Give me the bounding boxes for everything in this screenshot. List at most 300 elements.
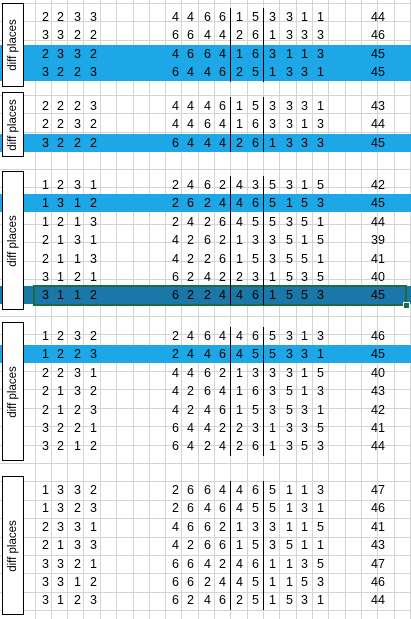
cell[interactable]: 6 bbox=[187, 575, 194, 589]
table-row[interactable] bbox=[0, 382, 411, 400]
cell[interactable]: 1 bbox=[301, 384, 308, 398]
cell[interactable]: 3 bbox=[301, 501, 308, 515]
cell[interactable]: 6 bbox=[204, 178, 211, 192]
table-row[interactable] bbox=[0, 573, 411, 591]
cell[interactable]: 2 bbox=[236, 65, 243, 79]
cell[interactable]: 4 bbox=[187, 347, 194, 361]
table-row[interactable] bbox=[0, 8, 411, 26]
cell[interactable]: 4 bbox=[187, 178, 194, 192]
cell[interactable]: 4 bbox=[172, 538, 179, 552]
cell[interactable]: 1 bbox=[57, 593, 64, 607]
cell[interactable]: 6 bbox=[219, 252, 226, 266]
cell[interactable]: 3 bbox=[42, 557, 49, 571]
cell[interactable]: 3 bbox=[286, 366, 293, 380]
cell[interactable]: 3 bbox=[317, 47, 324, 61]
cell[interactable]: 6 bbox=[172, 136, 179, 150]
cell[interactable]: 2 bbox=[74, 99, 81, 113]
cell[interactable]: 6 bbox=[252, 557, 259, 571]
cell[interactable]: 4 bbox=[219, 483, 226, 497]
cell[interactable]: 3 bbox=[90, 501, 97, 515]
table-row[interactable] bbox=[0, 268, 411, 286]
cell[interactable]: 3 bbox=[269, 366, 276, 380]
cell[interactable]: 3 bbox=[286, 347, 293, 361]
cell[interactable]: 3 bbox=[42, 28, 49, 42]
cell[interactable]: 4 bbox=[204, 557, 211, 571]
cell[interactable]: 2 bbox=[90, 136, 97, 150]
cell[interactable]: 4 bbox=[204, 593, 211, 607]
cell[interactable]: 6 bbox=[219, 593, 226, 607]
cell[interactable]: 3 bbox=[286, 136, 293, 150]
cell[interactable]: 5 bbox=[286, 288, 293, 302]
cell[interactable]: 4 bbox=[219, 47, 226, 61]
cell[interactable]: 2 bbox=[57, 439, 64, 453]
cell[interactable]: 3 bbox=[286, 65, 293, 79]
cell[interactable]: 3 bbox=[269, 538, 276, 552]
cell[interactable]: 4 bbox=[236, 196, 243, 210]
cell[interactable]: 3 bbox=[286, 28, 293, 42]
score-cell[interactable]: 42 bbox=[371, 178, 385, 192]
cell[interactable]: 5 bbox=[269, 215, 276, 229]
cell[interactable]: 2 bbox=[57, 65, 64, 79]
cell[interactable]: 3 bbox=[252, 366, 259, 380]
cell[interactable]: 1 bbox=[301, 178, 308, 192]
cell[interactable]: 2 bbox=[57, 10, 64, 24]
cell[interactable]: 3 bbox=[74, 483, 81, 497]
cell[interactable]: 3 bbox=[286, 117, 293, 131]
cell[interactable]: 2 bbox=[90, 28, 97, 42]
cell[interactable]: 5 bbox=[252, 538, 259, 552]
cell[interactable]: 2 bbox=[219, 366, 226, 380]
cell[interactable]: 2 bbox=[236, 28, 243, 42]
cell[interactable]: 5 bbox=[269, 483, 276, 497]
cell[interactable]: 2 bbox=[74, 593, 81, 607]
cell[interactable]: 3 bbox=[57, 575, 64, 589]
table-row[interactable] bbox=[0, 213, 411, 231]
cell[interactable]: 1 bbox=[269, 575, 276, 589]
cell[interactable]: 1 bbox=[74, 575, 81, 589]
cell[interactable]: 4 bbox=[172, 366, 179, 380]
cell[interactable]: 3 bbox=[317, 329, 324, 343]
cell[interactable]: 3 bbox=[252, 270, 259, 284]
cell[interactable]: 3 bbox=[42, 65, 49, 79]
cell[interactable]: 3 bbox=[90, 65, 97, 79]
table-row[interactable] bbox=[0, 419, 411, 437]
cell[interactable]: 6 bbox=[204, 233, 211, 247]
cell[interactable]: 2 bbox=[172, 329, 179, 343]
cell[interactable]: 2 bbox=[74, 270, 81, 284]
cell[interactable]: 4 bbox=[219, 196, 226, 210]
cell[interactable]: 1 bbox=[301, 483, 308, 497]
cell[interactable]: 4 bbox=[187, 117, 194, 131]
cell[interactable]: 1 bbox=[90, 270, 97, 284]
cell[interactable]: 6 bbox=[252, 196, 259, 210]
cell[interactable]: 1 bbox=[236, 520, 243, 534]
cell[interactable]: 6 bbox=[204, 329, 211, 343]
cell[interactable]: 1 bbox=[286, 196, 293, 210]
cell[interactable]: 3 bbox=[90, 252, 97, 266]
fill-handle[interactable] bbox=[403, 302, 410, 309]
cell[interactable]: 5 bbox=[252, 215, 259, 229]
cell[interactable]: 6 bbox=[252, 28, 259, 42]
cell[interactable]: 1 bbox=[317, 501, 324, 515]
cell[interactable]: 4 bbox=[172, 252, 179, 266]
cell[interactable]: 2 bbox=[219, 233, 226, 247]
cell[interactable]: 2 bbox=[204, 215, 211, 229]
cell[interactable]: 2 bbox=[187, 384, 194, 398]
cell[interactable]: 1 bbox=[317, 538, 324, 552]
cell[interactable]: 5 bbox=[286, 252, 293, 266]
cell[interactable]: 1 bbox=[90, 520, 97, 534]
cell[interactable]: 1 bbox=[317, 99, 324, 113]
cell[interactable]: 6 bbox=[204, 10, 211, 24]
table-row[interactable] bbox=[0, 481, 411, 499]
cell[interactable]: 2 bbox=[90, 117, 97, 131]
cell[interactable]: 1 bbox=[74, 288, 81, 302]
cell[interactable]: 4 bbox=[204, 28, 211, 42]
cell[interactable]: 1 bbox=[286, 557, 293, 571]
cell[interactable]: 2 bbox=[172, 483, 179, 497]
cell[interactable]: 1 bbox=[90, 178, 97, 192]
cell[interactable]: 4 bbox=[219, 288, 226, 302]
cell[interactable]: 3 bbox=[57, 196, 64, 210]
cell[interactable]: 2 bbox=[219, 178, 226, 192]
cell[interactable]: 5 bbox=[317, 557, 324, 571]
cell[interactable]: 6 bbox=[252, 288, 259, 302]
cell[interactable]: 6 bbox=[219, 215, 226, 229]
cell[interactable]: 5 bbox=[252, 593, 259, 607]
cell[interactable]: 6 bbox=[219, 501, 226, 515]
cell[interactable]: 5 bbox=[269, 501, 276, 515]
table-row[interactable] bbox=[0, 518, 411, 536]
cell[interactable]: 1 bbox=[286, 47, 293, 61]
cell[interactable]: 6 bbox=[219, 347, 226, 361]
cell[interactable]: 3 bbox=[252, 178, 259, 192]
cell[interactable]: 4 bbox=[187, 366, 194, 380]
cell[interactable]: 3 bbox=[317, 196, 324, 210]
cell[interactable]: 2 bbox=[219, 270, 226, 284]
cell[interactable]: 1 bbox=[57, 288, 64, 302]
score-cell[interactable]: 39 bbox=[371, 233, 385, 247]
cell[interactable]: 2 bbox=[42, 384, 49, 398]
cell[interactable]: 6 bbox=[252, 136, 259, 150]
cell[interactable]: 2 bbox=[219, 557, 226, 571]
cell[interactable]: 1 bbox=[286, 520, 293, 534]
cell[interactable]: 5 bbox=[286, 270, 293, 284]
cell[interactable]: 3 bbox=[286, 439, 293, 453]
cell[interactable]: 1 bbox=[236, 233, 243, 247]
cell[interactable]: 5 bbox=[301, 215, 308, 229]
score-cell[interactable]: 42 bbox=[371, 403, 385, 417]
cell[interactable]: 2 bbox=[90, 288, 97, 302]
cell[interactable]: 1 bbox=[57, 538, 64, 552]
cell[interactable]: 2 bbox=[74, 421, 81, 435]
cell[interactable]: 3 bbox=[74, 178, 81, 192]
cell[interactable]: 3 bbox=[57, 501, 64, 515]
score-cell[interactable]: 41 bbox=[371, 421, 385, 435]
cell[interactable]: 5 bbox=[269, 178, 276, 192]
score-cell[interactable]: 45 bbox=[371, 196, 385, 210]
cell[interactable]: 1 bbox=[269, 270, 276, 284]
cell[interactable]: 6 bbox=[187, 28, 194, 42]
cell[interactable]: 2 bbox=[74, 136, 81, 150]
cell[interactable]: 1 bbox=[90, 421, 97, 435]
score-cell[interactable]: 44 bbox=[371, 593, 385, 607]
cell[interactable]: 1 bbox=[301, 47, 308, 61]
cell[interactable]: 3 bbox=[301, 421, 308, 435]
cell[interactable]: 1 bbox=[74, 252, 81, 266]
cell[interactable]: 4 bbox=[219, 439, 226, 453]
cell[interactable]: 3 bbox=[301, 99, 308, 113]
cell[interactable]: 1 bbox=[42, 347, 49, 361]
cell[interactable]: 2 bbox=[172, 347, 179, 361]
cell[interactable]: 1 bbox=[42, 329, 49, 343]
cell[interactable]: 1 bbox=[301, 10, 308, 24]
cell[interactable]: 3 bbox=[286, 329, 293, 343]
table-row[interactable] bbox=[0, 63, 411, 81]
cell[interactable]: 1 bbox=[57, 270, 64, 284]
cell[interactable]: 1 bbox=[236, 384, 243, 398]
cell[interactable]: 4 bbox=[172, 403, 179, 417]
cell[interactable]: 3 bbox=[301, 593, 308, 607]
cell[interactable]: 2 bbox=[204, 288, 211, 302]
table-row[interactable] bbox=[0, 345, 411, 363]
table-row[interactable] bbox=[0, 401, 411, 419]
score-cell[interactable]: 45 bbox=[371, 47, 385, 61]
cell[interactable]: 5 bbox=[286, 593, 293, 607]
cell[interactable]: 2 bbox=[187, 288, 194, 302]
cell[interactable]: 4 bbox=[172, 117, 179, 131]
cell[interactable]: 3 bbox=[269, 99, 276, 113]
cell[interactable]: 1 bbox=[317, 347, 324, 361]
cell[interactable]: 4 bbox=[204, 65, 211, 79]
cell[interactable]: 1 bbox=[57, 384, 64, 398]
score-cell[interactable]: 47 bbox=[371, 483, 385, 497]
cell[interactable]: 3 bbox=[42, 136, 49, 150]
cell[interactable]: 3 bbox=[269, 384, 276, 398]
cell[interactable]: 1 bbox=[286, 575, 293, 589]
cell[interactable]: 2 bbox=[57, 136, 64, 150]
cell[interactable]: 4 bbox=[236, 575, 243, 589]
cell[interactable]: 5 bbox=[317, 520, 324, 534]
table-row[interactable] bbox=[0, 134, 411, 152]
cell[interactable]: 4 bbox=[236, 483, 243, 497]
cell[interactable]: 1 bbox=[286, 483, 293, 497]
cell[interactable]: 3 bbox=[42, 270, 49, 284]
cell[interactable]: 3 bbox=[269, 403, 276, 417]
cell[interactable]: 3 bbox=[269, 252, 276, 266]
cell[interactable]: 3 bbox=[42, 288, 49, 302]
cell[interactable]: 5 bbox=[317, 421, 324, 435]
cell[interactable]: 3 bbox=[57, 483, 64, 497]
cell[interactable]: 1 bbox=[269, 439, 276, 453]
cell[interactable]: 2 bbox=[42, 10, 49, 24]
cell[interactable]: 3 bbox=[74, 47, 81, 61]
cell[interactable]: 1 bbox=[236, 117, 243, 131]
cell[interactable]: 3 bbox=[42, 421, 49, 435]
cell[interactable]: 1 bbox=[236, 47, 243, 61]
cell[interactable]: 3 bbox=[90, 403, 97, 417]
cell[interactable]: 5 bbox=[252, 403, 259, 417]
table-row[interactable] bbox=[0, 437, 411, 455]
cell[interactable]: 2 bbox=[74, 65, 81, 79]
cell[interactable]: 2 bbox=[42, 233, 49, 247]
cell[interactable]: 6 bbox=[204, 47, 211, 61]
cell[interactable]: 5 bbox=[301, 288, 308, 302]
score-cell[interactable]: 43 bbox=[371, 99, 385, 113]
cell[interactable]: 2 bbox=[42, 538, 49, 552]
cell[interactable]: 2 bbox=[90, 47, 97, 61]
cell[interactable]: 4 bbox=[172, 10, 179, 24]
cell[interactable]: 6 bbox=[204, 483, 211, 497]
cell[interactable]: 3 bbox=[301, 347, 308, 361]
cell[interactable]: 6 bbox=[252, 329, 259, 343]
cell[interactable]: 2 bbox=[42, 252, 49, 266]
cell[interactable]: 3 bbox=[317, 483, 324, 497]
table-row[interactable] bbox=[0, 591, 411, 609]
cell[interactable]: 4 bbox=[236, 557, 243, 571]
cell[interactable]: 3 bbox=[269, 233, 276, 247]
cell[interactable]: 2 bbox=[57, 347, 64, 361]
cell[interactable]: 3 bbox=[317, 439, 324, 453]
score-cell[interactable]: 43 bbox=[371, 384, 385, 398]
score-cell[interactable]: 46 bbox=[371, 501, 385, 515]
cell[interactable]: 6 bbox=[172, 421, 179, 435]
cell[interactable]: 6 bbox=[252, 47, 259, 61]
score-cell[interactable]: 40 bbox=[371, 366, 385, 380]
score-cell[interactable]: 45 bbox=[371, 136, 385, 150]
cell[interactable]: 6 bbox=[204, 520, 211, 534]
cell[interactable]: 5 bbox=[252, 347, 259, 361]
cell[interactable]: 3 bbox=[90, 10, 97, 24]
cell[interactable]: 2 bbox=[187, 593, 194, 607]
cell[interactable]: 3 bbox=[269, 10, 276, 24]
cell[interactable]: 4 bbox=[236, 288, 243, 302]
cell[interactable]: 6 bbox=[187, 557, 194, 571]
cell[interactable]: 4 bbox=[172, 47, 179, 61]
cell[interactable]: 3 bbox=[301, 557, 308, 571]
table-row[interactable] bbox=[0, 26, 411, 44]
cell[interactable]: 3 bbox=[42, 439, 49, 453]
cell[interactable]: 2 bbox=[204, 252, 211, 266]
table-row[interactable] bbox=[0, 45, 411, 63]
cell[interactable]: 2 bbox=[42, 47, 49, 61]
cell[interactable]: 6 bbox=[219, 99, 226, 113]
cell[interactable]: 5 bbox=[301, 575, 308, 589]
cell[interactable]: 4 bbox=[187, 421, 194, 435]
cell[interactable]: 1 bbox=[57, 252, 64, 266]
score-cell[interactable]: 46 bbox=[371, 28, 385, 42]
cell[interactable]: 6 bbox=[187, 520, 194, 534]
table-row[interactable] bbox=[0, 250, 411, 268]
cell[interactable]: 6 bbox=[172, 593, 179, 607]
score-cell[interactable]: 40 bbox=[371, 270, 385, 284]
cell[interactable]: 6 bbox=[172, 65, 179, 79]
cell[interactable]: 4 bbox=[219, 329, 226, 343]
cell[interactable]: 2 bbox=[236, 593, 243, 607]
cell[interactable]: 2 bbox=[42, 366, 49, 380]
cell[interactable]: 3 bbox=[286, 10, 293, 24]
cell[interactable]: 2 bbox=[172, 215, 179, 229]
cell[interactable]: 5 bbox=[317, 366, 324, 380]
cell[interactable]: 6 bbox=[172, 575, 179, 589]
cell[interactable]: 3 bbox=[74, 538, 81, 552]
cell[interactable]: 1 bbox=[57, 233, 64, 247]
cell[interactable]: 5 bbox=[269, 329, 276, 343]
cell[interactable]: 1 bbox=[269, 65, 276, 79]
cell[interactable]: 4 bbox=[219, 575, 226, 589]
cell[interactable]: 1 bbox=[236, 403, 243, 417]
cell[interactable]: 1 bbox=[269, 557, 276, 571]
cell[interactable]: 2 bbox=[90, 329, 97, 343]
cell[interactable]: 2 bbox=[42, 99, 49, 113]
score-cell[interactable]: 41 bbox=[371, 252, 385, 266]
cell[interactable]: 3 bbox=[252, 233, 259, 247]
cell[interactable]: 5 bbox=[252, 252, 259, 266]
table-row[interactable] bbox=[0, 499, 411, 517]
cell[interactable]: 3 bbox=[57, 28, 64, 42]
cell[interactable]: 4 bbox=[219, 384, 226, 398]
cell[interactable]: 1 bbox=[74, 439, 81, 453]
cell[interactable]: 2 bbox=[42, 403, 49, 417]
cell[interactable]: 1 bbox=[74, 196, 81, 210]
cell[interactable]: 5 bbox=[301, 439, 308, 453]
cell[interactable]: 1 bbox=[317, 593, 324, 607]
cell[interactable]: 1 bbox=[90, 366, 97, 380]
cell[interactable]: 1 bbox=[236, 538, 243, 552]
cell[interactable]: 5 bbox=[286, 538, 293, 552]
cell[interactable]: 1 bbox=[236, 99, 243, 113]
cell[interactable]: 6 bbox=[219, 65, 226, 79]
cell[interactable]: 2 bbox=[42, 117, 49, 131]
score-cell[interactable]: 45 bbox=[371, 347, 385, 361]
cell[interactable]: 2 bbox=[74, 403, 81, 417]
score-cell[interactable]: 41 bbox=[371, 520, 385, 534]
cell[interactable]: 5 bbox=[317, 178, 324, 192]
cell[interactable]: 3 bbox=[57, 557, 64, 571]
score-cell[interactable]: 46 bbox=[371, 575, 385, 589]
cell[interactable]: 6 bbox=[204, 538, 211, 552]
cell[interactable]: 3 bbox=[90, 347, 97, 361]
cell[interactable]: 5 bbox=[286, 403, 293, 417]
cell[interactable]: 3 bbox=[90, 538, 97, 552]
cell[interactable]: 2 bbox=[74, 501, 81, 515]
cell[interactable]: 4 bbox=[187, 329, 194, 343]
cell[interactable]: 2 bbox=[42, 520, 49, 534]
cell[interactable]: 4 bbox=[172, 233, 179, 247]
cell[interactable]: 6 bbox=[204, 117, 211, 131]
cell[interactable]: 5 bbox=[252, 99, 259, 113]
cell[interactable]: 4 bbox=[187, 65, 194, 79]
cell[interactable]: 6 bbox=[187, 47, 194, 61]
cell[interactable]: 4 bbox=[236, 215, 243, 229]
cell[interactable]: 2 bbox=[204, 439, 211, 453]
cell[interactable]: 1 bbox=[301, 117, 308, 131]
cell[interactable]: 2 bbox=[74, 557, 81, 571]
cell[interactable]: 3 bbox=[42, 593, 49, 607]
cell[interactable]: 3 bbox=[317, 384, 324, 398]
cell[interactable]: 1 bbox=[90, 233, 97, 247]
cell[interactable]: 6 bbox=[219, 538, 226, 552]
cell[interactable]: 4 bbox=[204, 347, 211, 361]
cell[interactable]: 4 bbox=[236, 178, 243, 192]
cell[interactable]: 2 bbox=[187, 538, 194, 552]
cell[interactable]: 5 bbox=[317, 270, 324, 284]
cell[interactable]: 5 bbox=[317, 233, 324, 247]
cell[interactable]: 3 bbox=[286, 215, 293, 229]
cell[interactable]: 6 bbox=[252, 117, 259, 131]
table-row[interactable] bbox=[0, 97, 411, 115]
cell[interactable]: 3 bbox=[269, 117, 276, 131]
